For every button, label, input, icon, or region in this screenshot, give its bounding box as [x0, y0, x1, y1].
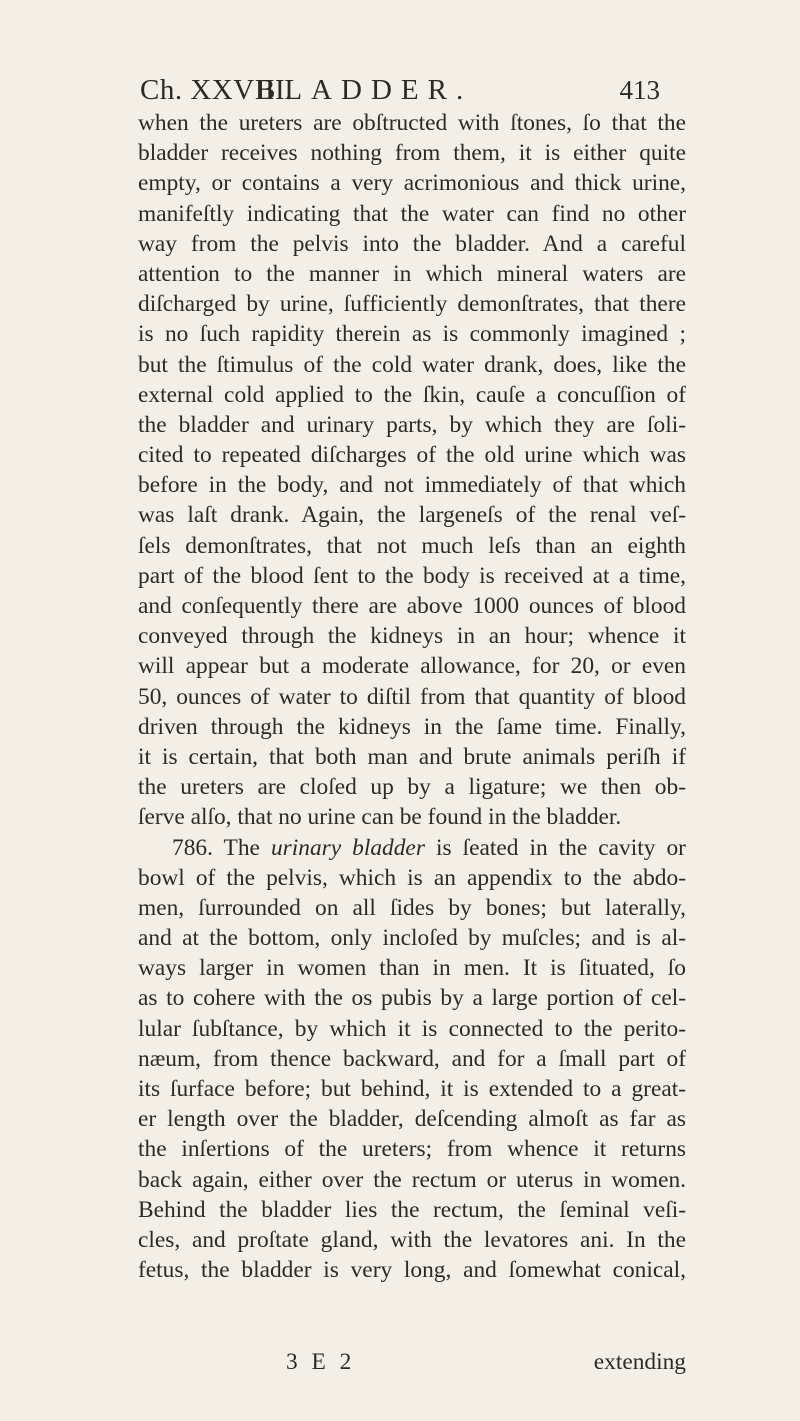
text-line: but the ſtimulus of the cold water drank, does, like the [138, 351, 686, 378]
text-line: 50, ounces of water to diſtil from that quantity of blood [138, 683, 686, 710]
text-line: ſerve alſo, that no urine can be found in the bladder. [138, 804, 622, 831]
text-line: as to cohere with the os pubis by a large portion of cel- [138, 985, 686, 1012]
page-footer [138, 1346, 686, 1378]
text-line: will appear but a moderate allowance, for 20, or even [138, 653, 686, 680]
text-line: Behind the bladder lies the rectum, the ſeminal veſi- [138, 1196, 686, 1223]
section-first-line-rest: is ſeated in the cavity or [435, 834, 686, 861]
text-line: cles, and proſtate gland, with the levatores ani. In the [138, 1226, 686, 1253]
text-line: it is certain, that both man and brute animals periſh if [138, 743, 686, 770]
section-the: The [223, 834, 260, 861]
text-line: manifeſtly indicating that the water can find no other [138, 200, 686, 227]
body-text [138, 108, 686, 1285]
section-first-line [138, 833, 686, 863]
text-line: ſels demonſtrates, that not much leſs than an eighth [138, 532, 686, 559]
text-line: bowl of the pelvis, which is an appendix to the abdo- [138, 864, 686, 891]
chapter-label: Ch. XXVIII. [140, 74, 293, 106]
running-header [140, 70, 660, 110]
text-line: driven through the kidneys in the ſame time. Finally, [138, 713, 686, 740]
text-line: part of the blood ſent to the body is received at a time, [138, 562, 686, 589]
text-line: fetus, the bladder is very long, and ſomewhat conical, [138, 1257, 686, 1284]
signature-mark: 3 E 2 [286, 1349, 356, 1375]
text-line: before in the body, and not immediately of that which [138, 472, 686, 499]
text-line: back again, either over the rectum or uterus in women. [138, 1166, 686, 1193]
text-line: attention to the manner in which mineral waters are [138, 260, 686, 287]
running-title: BLADDER. [256, 74, 473, 106]
catchword: extending [593, 1349, 686, 1375]
text-line: the bladder and urinary parts, by which they are ſoli- [138, 411, 686, 438]
text-line: lular ſubſtance, by which it is connected to the perito- [138, 1015, 686, 1042]
text-line: empty, or contains a very acrimonious and thick urine, [138, 170, 686, 197]
text-line: the ureters are cloſed up by a ligature; we then ob- [138, 774, 686, 801]
text-line: conveyed through the kidneys in an hour; whence it [138, 623, 686, 650]
text-line: men, ſurrounded on all ſides by bones; but laterally, [138, 894, 686, 921]
text-line: its ſurface before; but behind, it is extended to a great- [138, 1076, 686, 1102]
text-line: is no ſuch rapidity therein as is commonly imagined ; [138, 321, 686, 348]
text-line: næum, from thence backward, and for a ſmall part of [138, 1045, 686, 1072]
text-line: er length over the bladder, deſcending almoſt as far as [138, 1106, 686, 1133]
section-number: 786. [172, 834, 213, 861]
text-line: external cold applied to the ſkin, cauſe a concuſſion of [138, 381, 686, 408]
text-line: cited to repeated diſcharges of the old urine which was [138, 442, 686, 469]
text-line: and at the bottom, only incloſed by muſcles; and is al- [138, 925, 686, 952]
text-line: and conſequently there are above 1000 ounces of blood [138, 593, 686, 619]
page-number: 413 [619, 75, 660, 105]
text-line: way from the pelvis into the bladder. And a careful [138, 230, 686, 257]
text-line: was laſt drank. Again, the largeneſs of the renal veſ- [138, 502, 686, 529]
text-line: bladder receives nothing from them, it is either quite [138, 140, 686, 167]
text-line: ways larger in women than in men. It is ſituated, ſo [138, 955, 686, 982]
section-term: urinary bladder [270, 834, 425, 861]
text-line: the inſertions of the ureters; from whence it returns [138, 1136, 686, 1163]
text-line: diſcharged by urine, ſufficiently demonſtrates, that there [138, 291, 686, 318]
text-line: when the ureters are obſtructed with ſtones, ſo that the [138, 110, 686, 136]
